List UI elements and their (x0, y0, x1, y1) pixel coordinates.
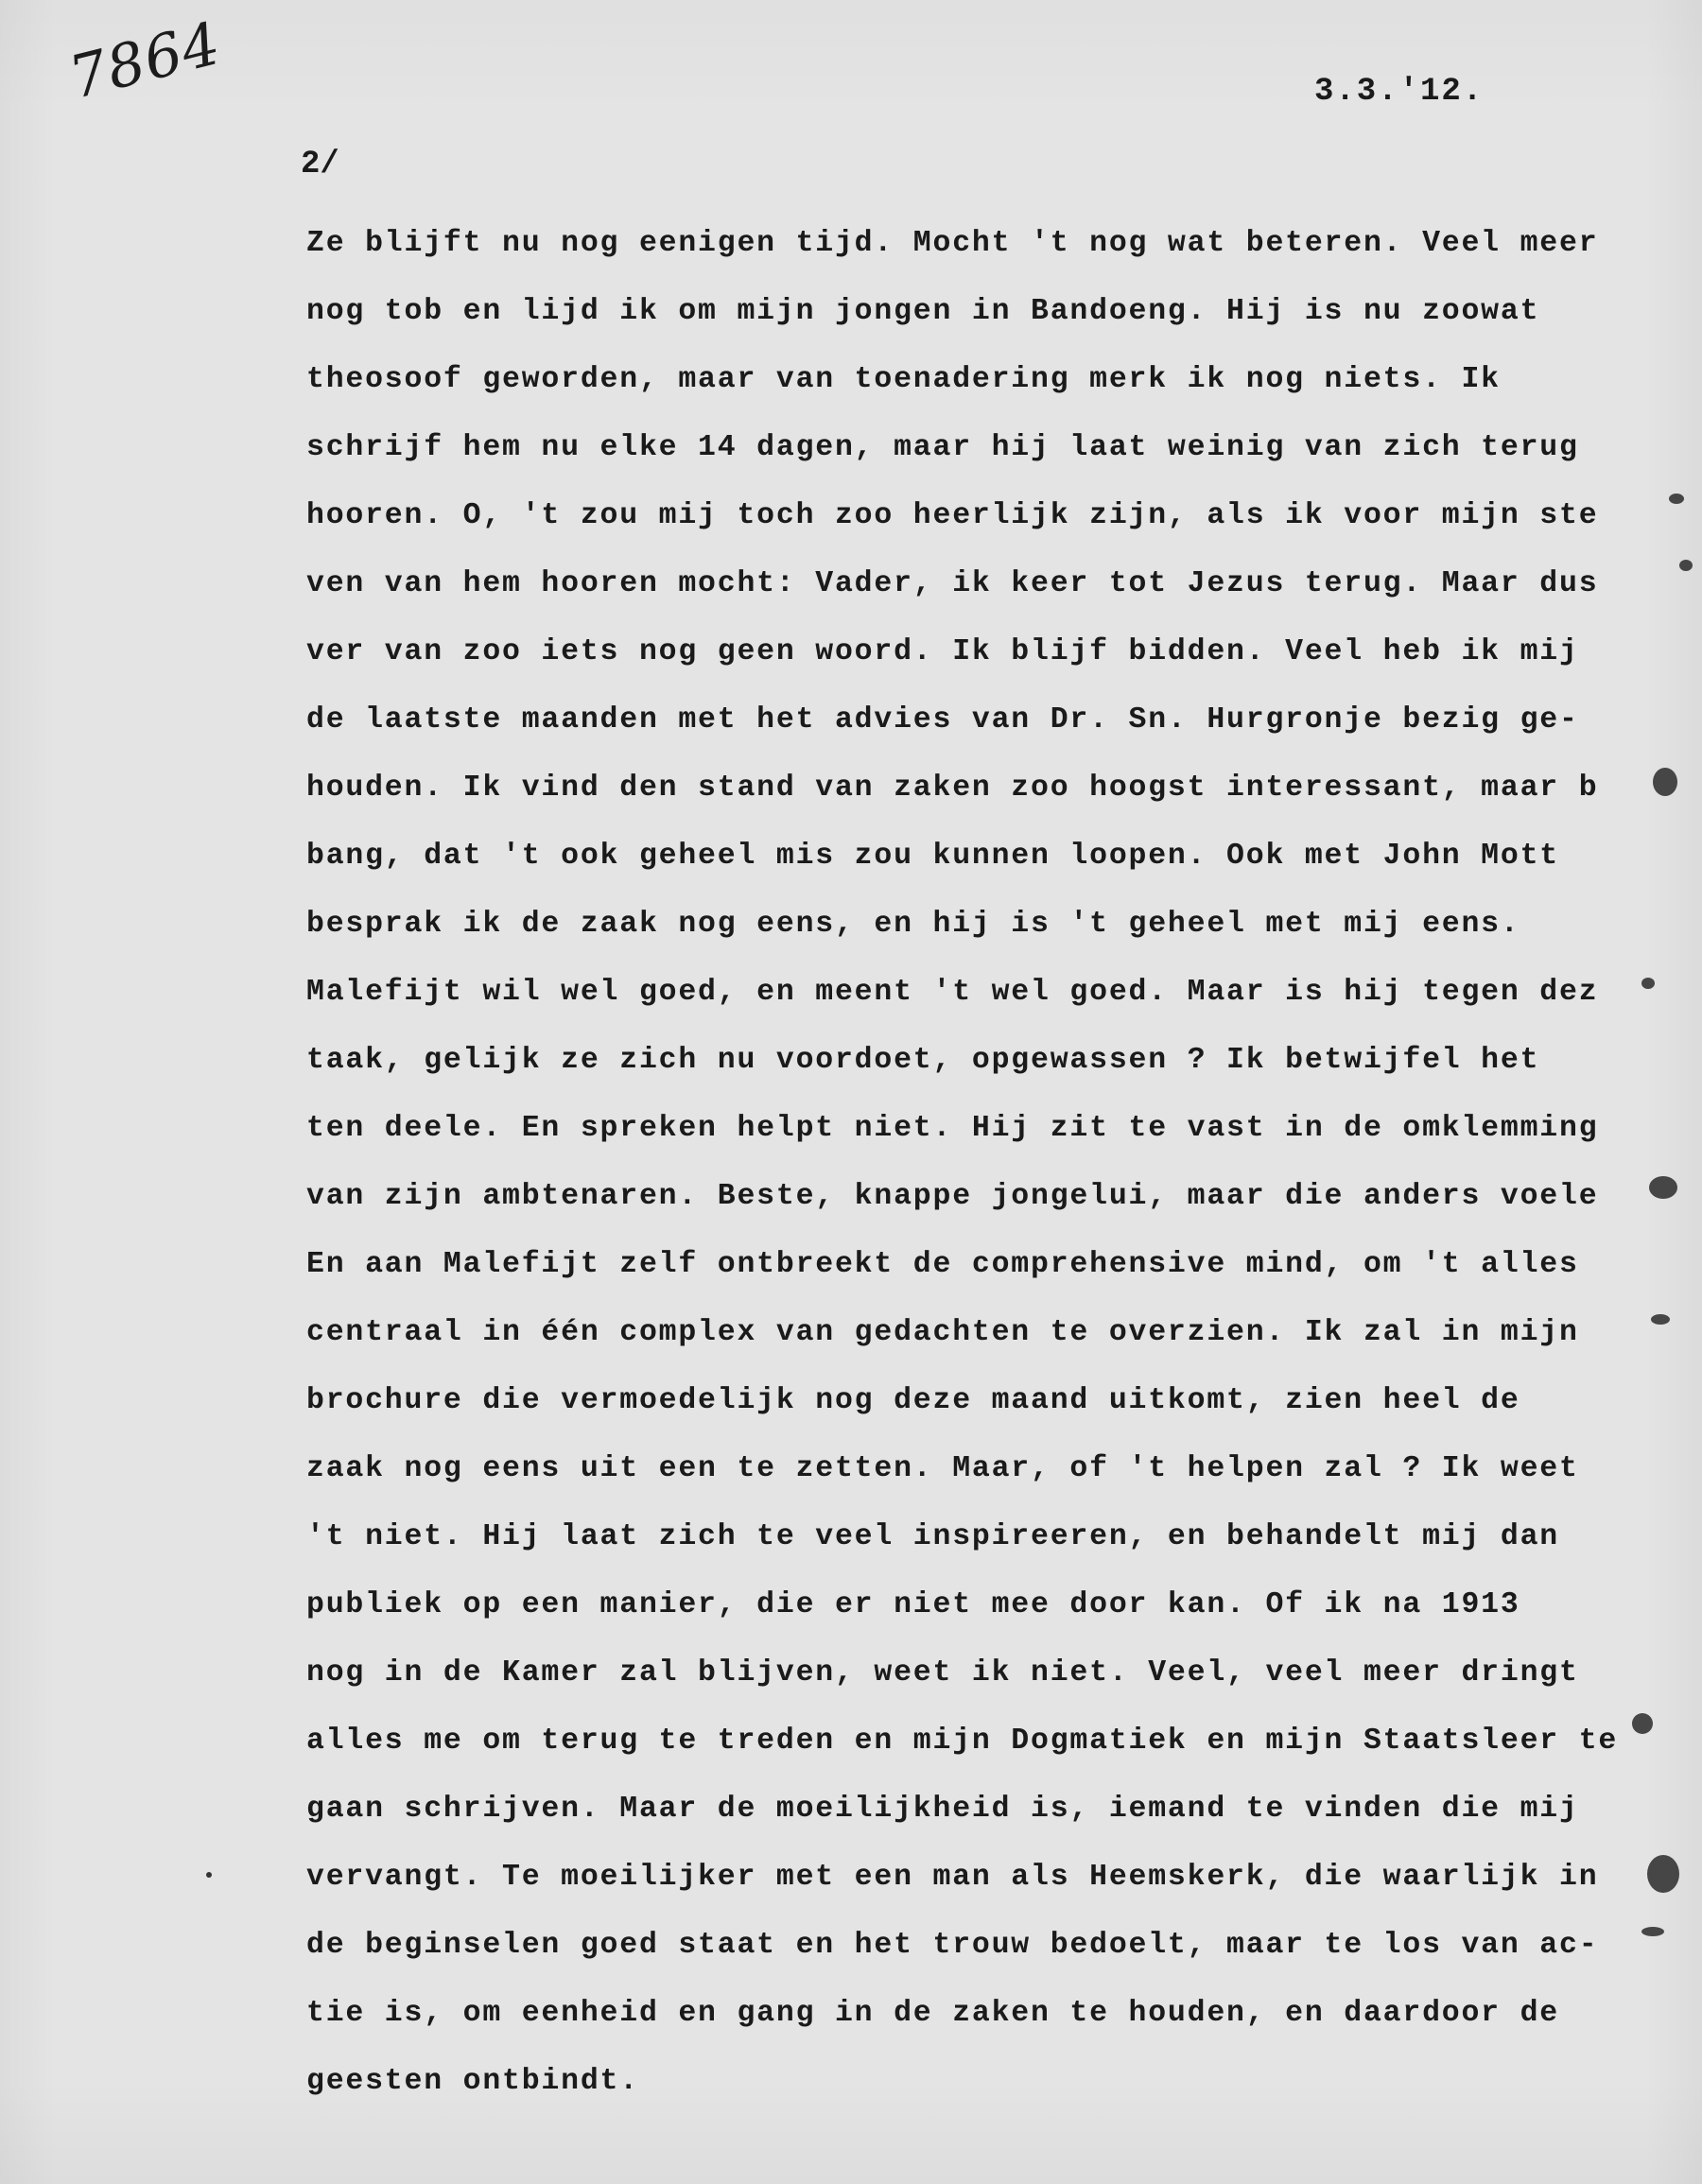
text-line: van zijn ambtenaren. Beste, knappe jongelui, maar die anders voele (306, 1180, 1599, 1213)
text-line: ten deele. En spreken helpt niet. Hij zit te vast in de omklemming (306, 1112, 1599, 1145)
text-line: besprak ik de zaak nog eens, en hij is 't geheel met mij eens. (306, 908, 1520, 941)
text-line: 't niet. Hij laat zich te veel inspireeren, en behandelt mij dan (306, 1520, 1559, 1553)
text-line: En aan Malefijt zelf ontbreekt de comprehensive mind, om 't alles (306, 1248, 1579, 1281)
letter-body (306, 210, 1649, 2116)
ink-smudge (1641, 978, 1655, 989)
text-line: nog in de Kamer zal blijven, weet ik niet. Veel, veel meer dringt (306, 1656, 1579, 1690)
text-line: alles me om terug te treden en mijn Dogmatiek en mijn Staatsleer te (306, 1725, 1619, 1758)
text-line: tie is, om eenheid en gang in de zaken te houden, en daardoor de (306, 1997, 1559, 2030)
text-line: brochure die vermoedelijk nog deze maand uitkomt, zien heel de (306, 1384, 1520, 1417)
letter-date: 3.3.'12. (1314, 74, 1485, 110)
ink-smudge (1651, 1314, 1670, 1325)
text-line: centraal in één complex van gedachten te overzien. Ik zal in mijn (306, 1316, 1579, 1349)
text-line: taak, gelijk ze zich nu voordoet, opgewassen ? Ik betwijfel het (306, 1044, 1540, 1077)
text-line: de beginselen goed staat en het trouw bedoelt, maar te los van ac- (306, 1929, 1599, 1962)
text-line: gaan schrijven. Maar de moeilijkheid is, iemand te vinden die mij (306, 1793, 1579, 1826)
text-line: nog tob en lijd ik om mijn jongen in Bandoeng. Hij is nu zoowat (306, 295, 1540, 328)
ink-smudge (1669, 494, 1684, 504)
text-line: houden. Ik vind den stand van zaken zoo hoogst interessant, maar b (306, 771, 1599, 805)
text-line: Ze blijft nu nog eenigen tijd. Mocht 't nog wat beteren. Veel meer (306, 227, 1599, 260)
page-number: 2/ (301, 147, 339, 182)
ink-smudge (1641, 1927, 1664, 1936)
ink-smudge (1649, 1176, 1677, 1199)
handwritten-archive-number: 7864 (62, 8, 228, 113)
text-line: bang, dat 't ook geheel mis zou kunnen loopen. Ook met John Mott (306, 840, 1559, 873)
ink-speck (206, 1872, 212, 1878)
text-line: ven van hem hooren mocht: Vader, ik keer tot Jezus terug. Maar dus (306, 567, 1599, 600)
text-line: vervangt. Te moeilijker met een man als Heemskerk, die waarlijk in (306, 1861, 1599, 1894)
ink-smudge (1653, 768, 1677, 796)
ink-smudge (1679, 560, 1693, 571)
text-line: Malefijt wil wel goed, en meent 't wel goed. Maar is hij tegen dez (306, 976, 1599, 1009)
ink-smudge (1647, 1855, 1679, 1893)
text-line: zaak nog eens uit een te zetten. Maar, of 't helpen zal ? Ik weet (306, 1452, 1579, 1485)
text-line: de laatste maanden met het advies van Dr. Sn. Hurgronje bezig ge- (306, 703, 1579, 737)
text-line: schrijf hem nu elke 14 dagen, maar hij laat weinig van zich terug (306, 431, 1579, 464)
text-line: theosoof geworden, maar van toenadering merk ik nog niets. Ik (306, 363, 1501, 396)
text-line: hooren. O, 't zou mij toch zoo heerlijk zijn, als ik voor mijn ste (306, 499, 1599, 532)
ink-smudge (1632, 1713, 1653, 1734)
text-line: publiek op een manier, die er niet mee door kan. Of ik na 1913 (306, 1588, 1520, 1621)
text-line: ver van zoo iets nog geen woord. Ik blijf bidden. Veel heb ik mij (306, 635, 1579, 668)
text-line: geesten ontbindt. (306, 2065, 639, 2098)
